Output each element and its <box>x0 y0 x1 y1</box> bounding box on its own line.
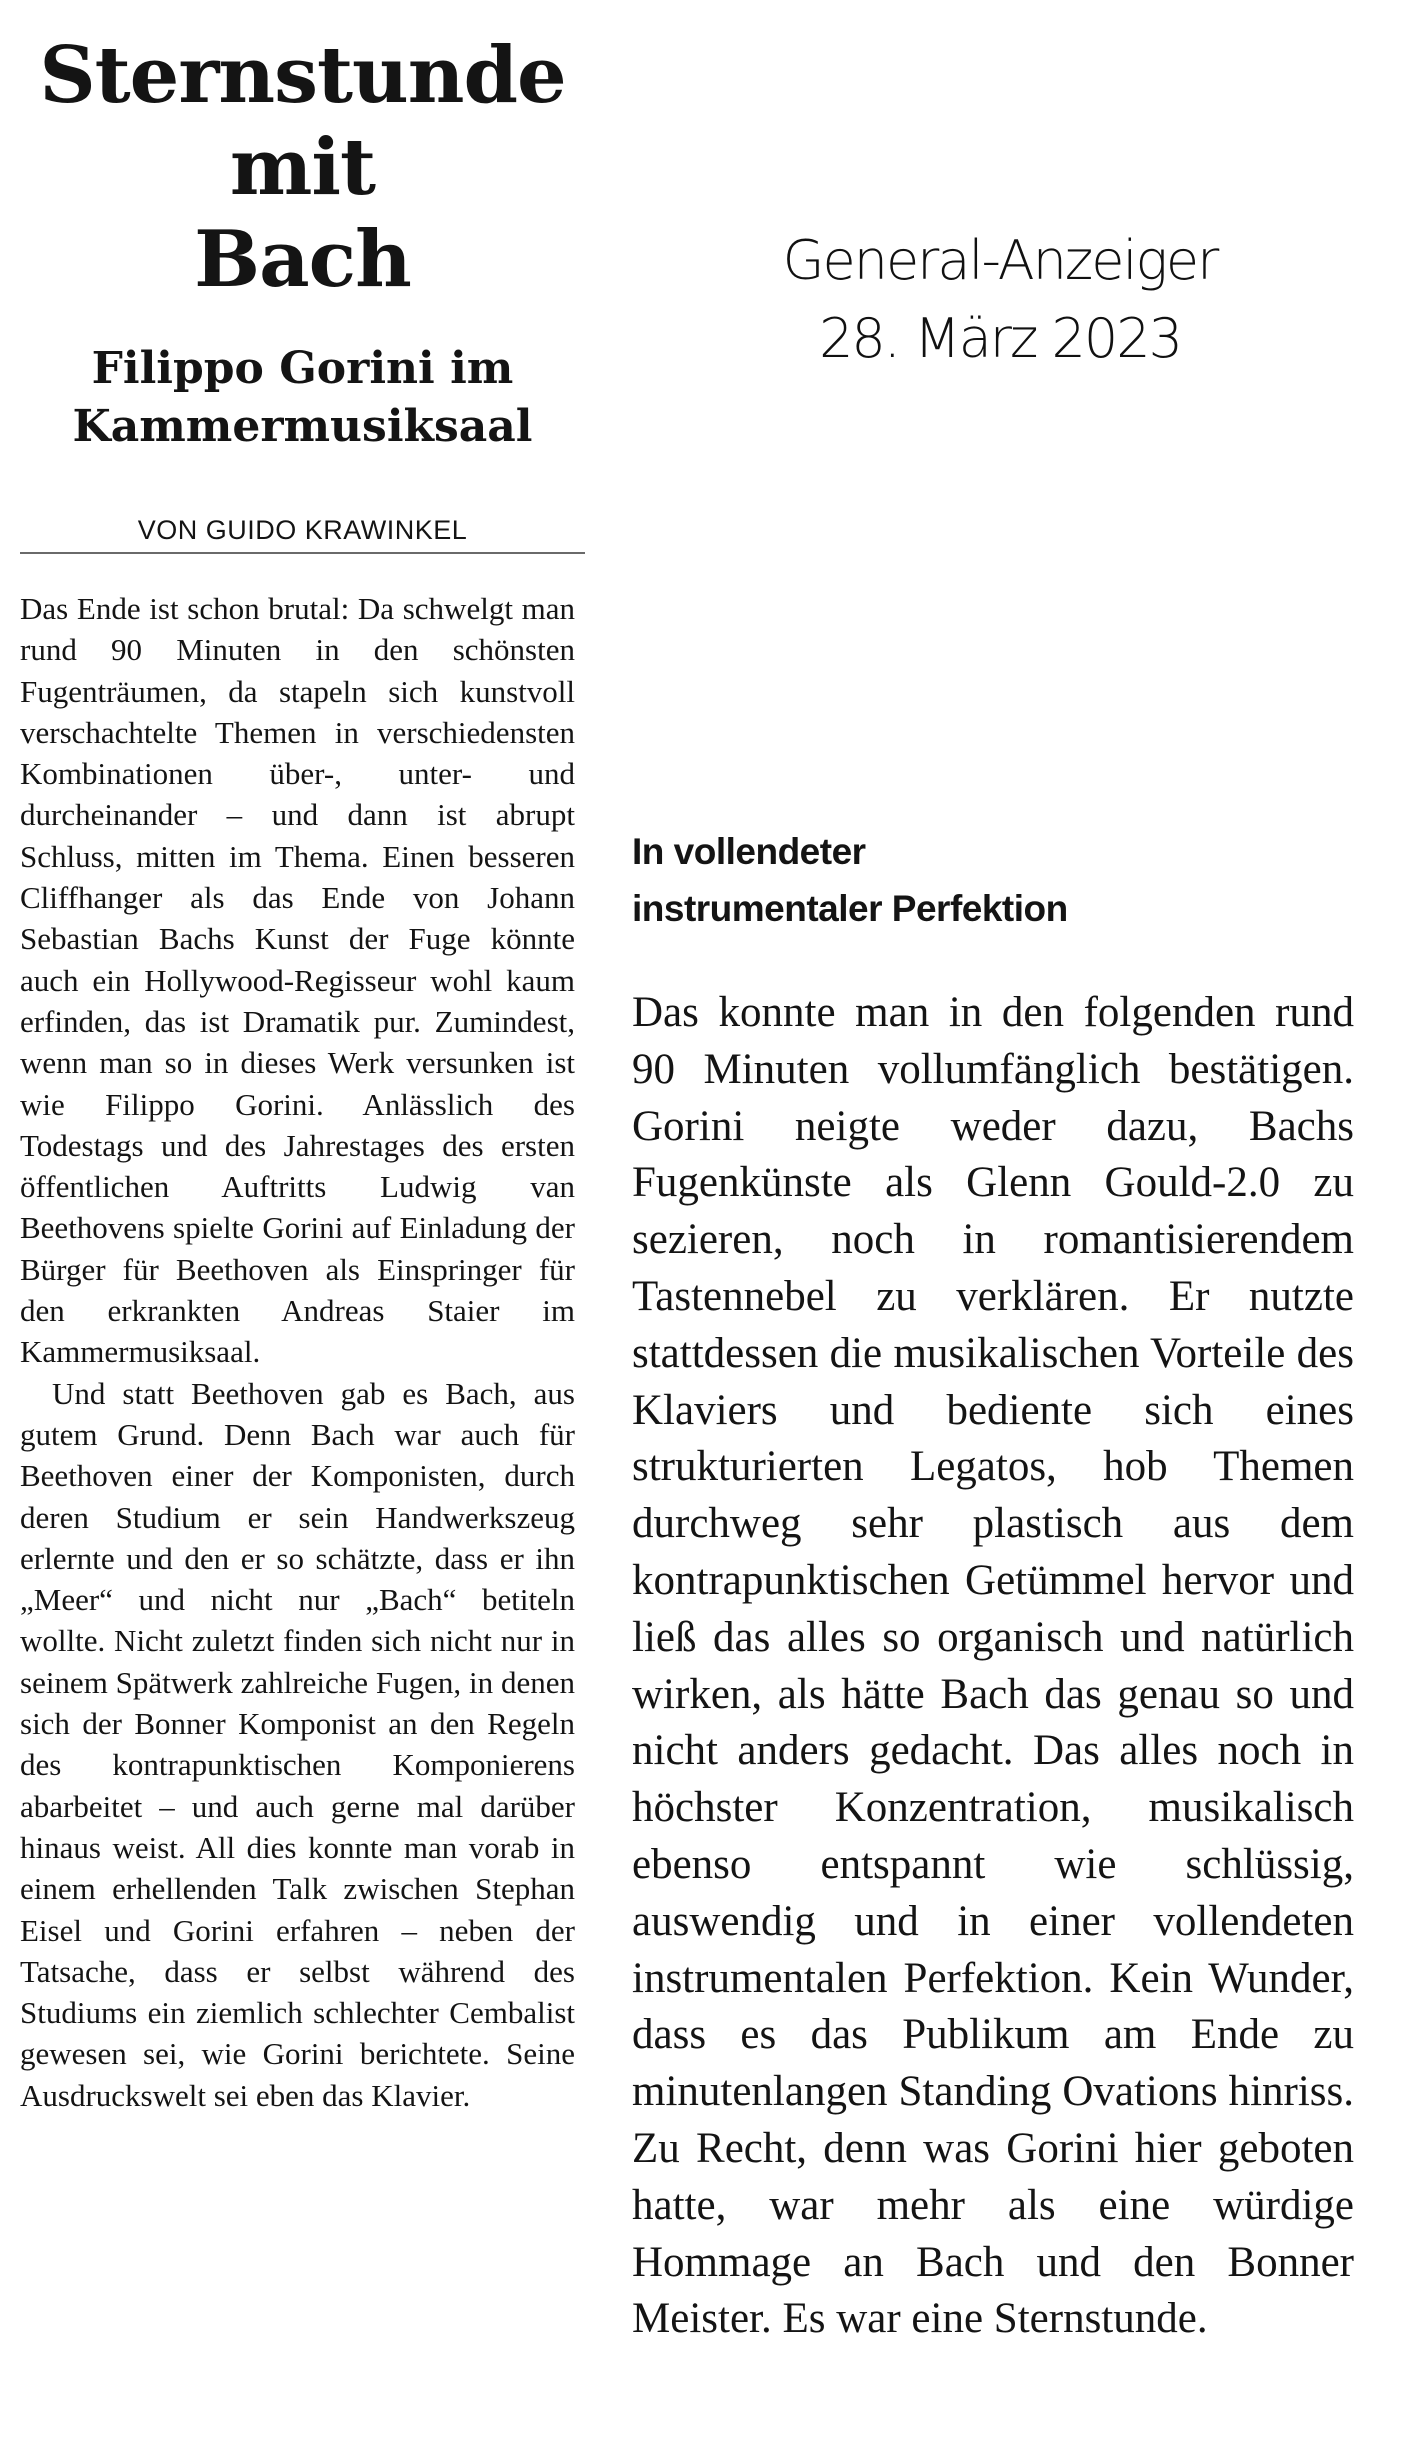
subheading-line: In vollendeter <box>632 831 866 872</box>
publication-date: 28. März 2023 <box>819 307 1181 370</box>
headline-line: Sternstunde <box>39 30 566 121</box>
article-column-right <box>632 985 1354 2348</box>
newspaper-name: General-Anzeiger <box>782 229 1218 292</box>
subheadline-line: Kammermusiksaal <box>72 401 533 452</box>
article-headline <box>20 30 585 306</box>
subheadline-line: Filippo Gorini im <box>91 343 514 394</box>
article-paragraph: Das konnte man in den folgenden rund 90 Minuten vollumfänglich bestätigen. Gorini neigte weder dazu, Bachs Fugenkünste als Glenn Gould-2.0 zu sezieren, noch in romantisierendem Tastennebel zu verklären. Er nutzte stattdessen die musikalischen Vorteile des Klaviers und bediente sich eines strukturierten Legatos, hob Themen durchweg sehr plastisch aus dem kontrapunktischen Getümmel hervor und ließ das alles so organisch und natürlich wirken, als hätte Bach das genau so und nicht anders gedacht. Das alles noch in höchster Konzentration, musikalisch ebenso entspannt wie schlüssig, auswendig und in einer vollendeten instrumentalen Perfektion. Kein Wunder, dass es das Publikum am Ende zu minutenlangen Standing Ovations hinriss. Zu Recht, denn was Gorini hier geboten hatte, war mehr als eine würdige Hommage an Bach und den Bonner Meister. Es war eine Sternstunde. <box>632 989 1354 2343</box>
article-paragraph: Und statt Beethoven gab es Bach, aus gutem Grund. Denn Bach war auch für Beethoven einer der Komponisten, durch deren Studium er sein Handwerkszeug erlernte und den er so schätzte, dass er ihn „Meer“ und nicht nur „Bach“ betiteln wollte. Nicht zuletzt finden sich nicht nur in seinem Spätwerk zahlreiche Fugen, in denen sich der Bonner Komponist an den Regeln des kontrapunktischen Komponierens abarbeitet – und auch gerne mal darüber hinaus weist. All dies konnte man vorab in einem erhellenden Talk zwischen Stephan Eisel und Gorini erfahren – neben der Tatsache, dass er selbst während des Studiums ein ziemlich schlechter Cembalist gewesen sei, wie Gorini berichtete. Seine Ausdruckswelt sei eben das Klavier. <box>20 1375 575 2113</box>
article-paragraph: Das Ende ist schon brutal: Da schwelgt man rund 90 Minuten in den schönsten Fugenträumen, da stapeln sich kunstvoll verschachtelte Themen in verschiedensten Kombinationen über-, unter- und durcheinander – und dann ist abrupt Schluss, mitten im Thema. Einen besseren Cliffhanger als das Ende von Johann Sebastian Bachs Kunst der Fuge könnte auch ein Hollywood-Regisseur wohl kaum erfinden, das ist Dramatik pur. Zumindest, wenn man so in dieses Werk versunken ist wie Filippo Gorini. Anlässlich des Todestags und des Jahrestages des ersten öffentlichen Auftritts Ludwig van Beethovens spielte Gorini auf Einladung der Bürger für Beethoven als Einspringer für den erkrankten Andreas Staier im Kammermusiksaal. <box>20 591 575 1370</box>
subheading-line: instrumentaler Perfektion <box>632 888 1068 929</box>
article-column-left <box>20 588 575 2116</box>
source-annotation <box>740 222 1260 378</box>
article-subheadline <box>20 340 585 456</box>
article-byline: VON GUIDO KRAWINKEL <box>20 510 585 554</box>
headline-line: Bach <box>194 214 411 305</box>
headline-line: mit <box>229 122 376 213</box>
section-subheading <box>632 823 1352 937</box>
